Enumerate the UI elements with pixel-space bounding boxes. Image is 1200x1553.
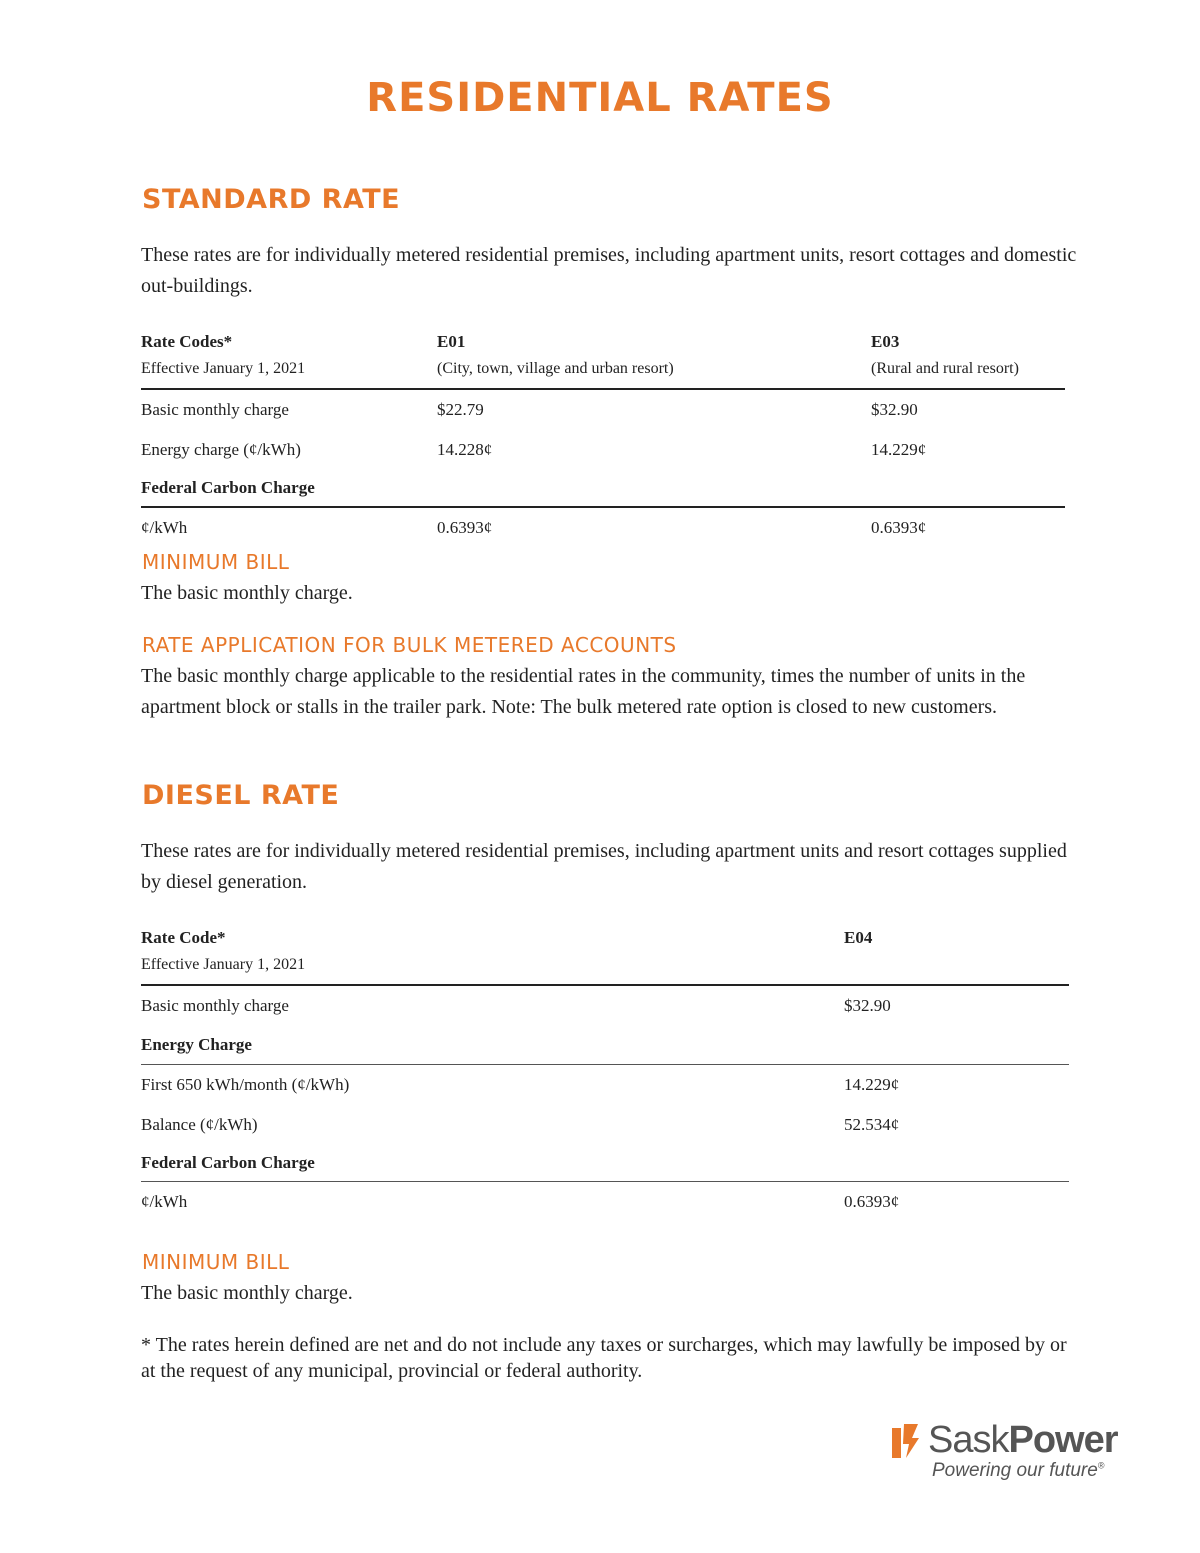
e01-description: (City, town, village and urban resort) — [437, 360, 674, 377]
rate-code-header: Rate Code* — [141, 928, 226, 947]
e03-description: (Rural and rural resort) — [871, 360, 1019, 377]
rate-codes-header: Rate Codes* — [141, 332, 233, 351]
footnote: * The rates herein defined are net and do not include any taxes or surcharges, which may lawfully be imposed by or at the request of any municipal, provincial or federal authority. — [141, 1334, 1067, 1382]
logo-tagline-text: Powering our future — [932, 1460, 1098, 1481]
row-value-e03: 14.229¢ — [871, 440, 927, 459]
registered-mark: ® — [1097, 1460, 1105, 1471]
table-header-row — [141, 328, 1065, 389]
logo-word-light: Sask — [928, 1419, 1009, 1461]
carbon-charge-label: Federal Carbon Charge — [141, 1145, 1069, 1182]
table-section-row — [141, 1026, 1069, 1065]
table-row — [141, 1182, 1069, 1223]
table-row — [141, 1065, 1069, 1106]
minimum-bill-heading: MINIMUM BILL — [142, 550, 290, 574]
row-value-e04: 52.534¢ — [844, 1115, 900, 1134]
standard-rate-intro: These rates are for individually metered residential premises, including apartment units, resort cottages and domestic out-buildings. — [141, 244, 1077, 297]
table-section-row — [141, 1145, 1069, 1182]
table-row — [141, 430, 1065, 470]
table-header-row — [141, 924, 1069, 985]
row-value-e04: $32.90 — [844, 996, 891, 1015]
saskpower-logo — [892, 1418, 1132, 1488]
row-label: ¢/kWh — [141, 518, 188, 537]
table-row — [141, 507, 1065, 548]
row-value-e01: $22.79 — [437, 400, 484, 419]
row-label: Energy charge (¢/kWh) — [141, 440, 301, 459]
logo-word-bold: Power — [1008, 1419, 1118, 1461]
row-label: Basic monthly charge — [141, 996, 289, 1015]
e04-header: E04 — [844, 928, 873, 947]
diesel-minimum-bill-heading: MINIMUM BILL — [142, 1250, 290, 1274]
row-label: First 650 kWh/month (¢/kWh) — [141, 1075, 350, 1094]
row-label: Basic monthly charge — [141, 400, 289, 419]
row-value-e04: 14.229¢ — [844, 1075, 900, 1094]
standard-rate-table — [141, 328, 1065, 548]
bulk-metered-heading: RATE APPLICATION FOR BULK METERED ACCOUNTS — [142, 633, 677, 657]
table-row — [141, 389, 1065, 430]
effective-date: Effective January 1, 2021 — [141, 956, 306, 973]
minimum-bill-text: The basic monthly charge. — [141, 582, 353, 604]
logo-wordmark — [928, 1418, 1118, 1462]
page-title: RESIDENTIAL RATES — [366, 75, 834, 121]
saskpower-mark-icon — [892, 1424, 920, 1458]
row-label: ¢/kWh — [141, 1192, 188, 1211]
diesel-rate-table — [141, 924, 1069, 1222]
row-value-e01: 0.6393¢ — [437, 518, 493, 537]
row-value-e03: $32.90 — [871, 400, 918, 419]
row-value-e03: 0.6393¢ — [871, 518, 927, 537]
table-row — [141, 985, 1069, 1026]
bulk-metered-text: The basic monthly charge applicable to the residential rates in the community, times the number of units in the apartment block or stalls in the trailer park. Note: The bulk metered rate option is closed to new customers. — [141, 665, 1026, 718]
diesel-rate-intro: These rates are for individually metered residential premises, including apartment units and resort cottages supplied by diesel generation. — [141, 840, 1067, 893]
table-row — [141, 1105, 1069, 1145]
effective-date: Effective January 1, 2021 — [141, 360, 306, 377]
table-section-row — [141, 470, 1065, 507]
carbon-charge-label: Federal Carbon Charge — [141, 470, 1065, 507]
energy-charge-label: Energy Charge — [141, 1026, 1069, 1065]
diesel-rate-heading: DIESEL RATE — [142, 780, 340, 811]
e03-header: E03 — [871, 332, 900, 351]
row-label: Balance (¢/kWh) — [141, 1115, 258, 1134]
logo-tagline — [932, 1460, 1104, 1482]
standard-rate-heading: STANDARD RATE — [142, 184, 401, 215]
row-value-e01: 14.228¢ — [437, 440, 493, 459]
e01-header: E01 — [437, 332, 466, 351]
row-value-e04: 0.6393¢ — [844, 1192, 900, 1211]
diesel-minimum-bill-text: The basic monthly charge. — [141, 1282, 353, 1304]
